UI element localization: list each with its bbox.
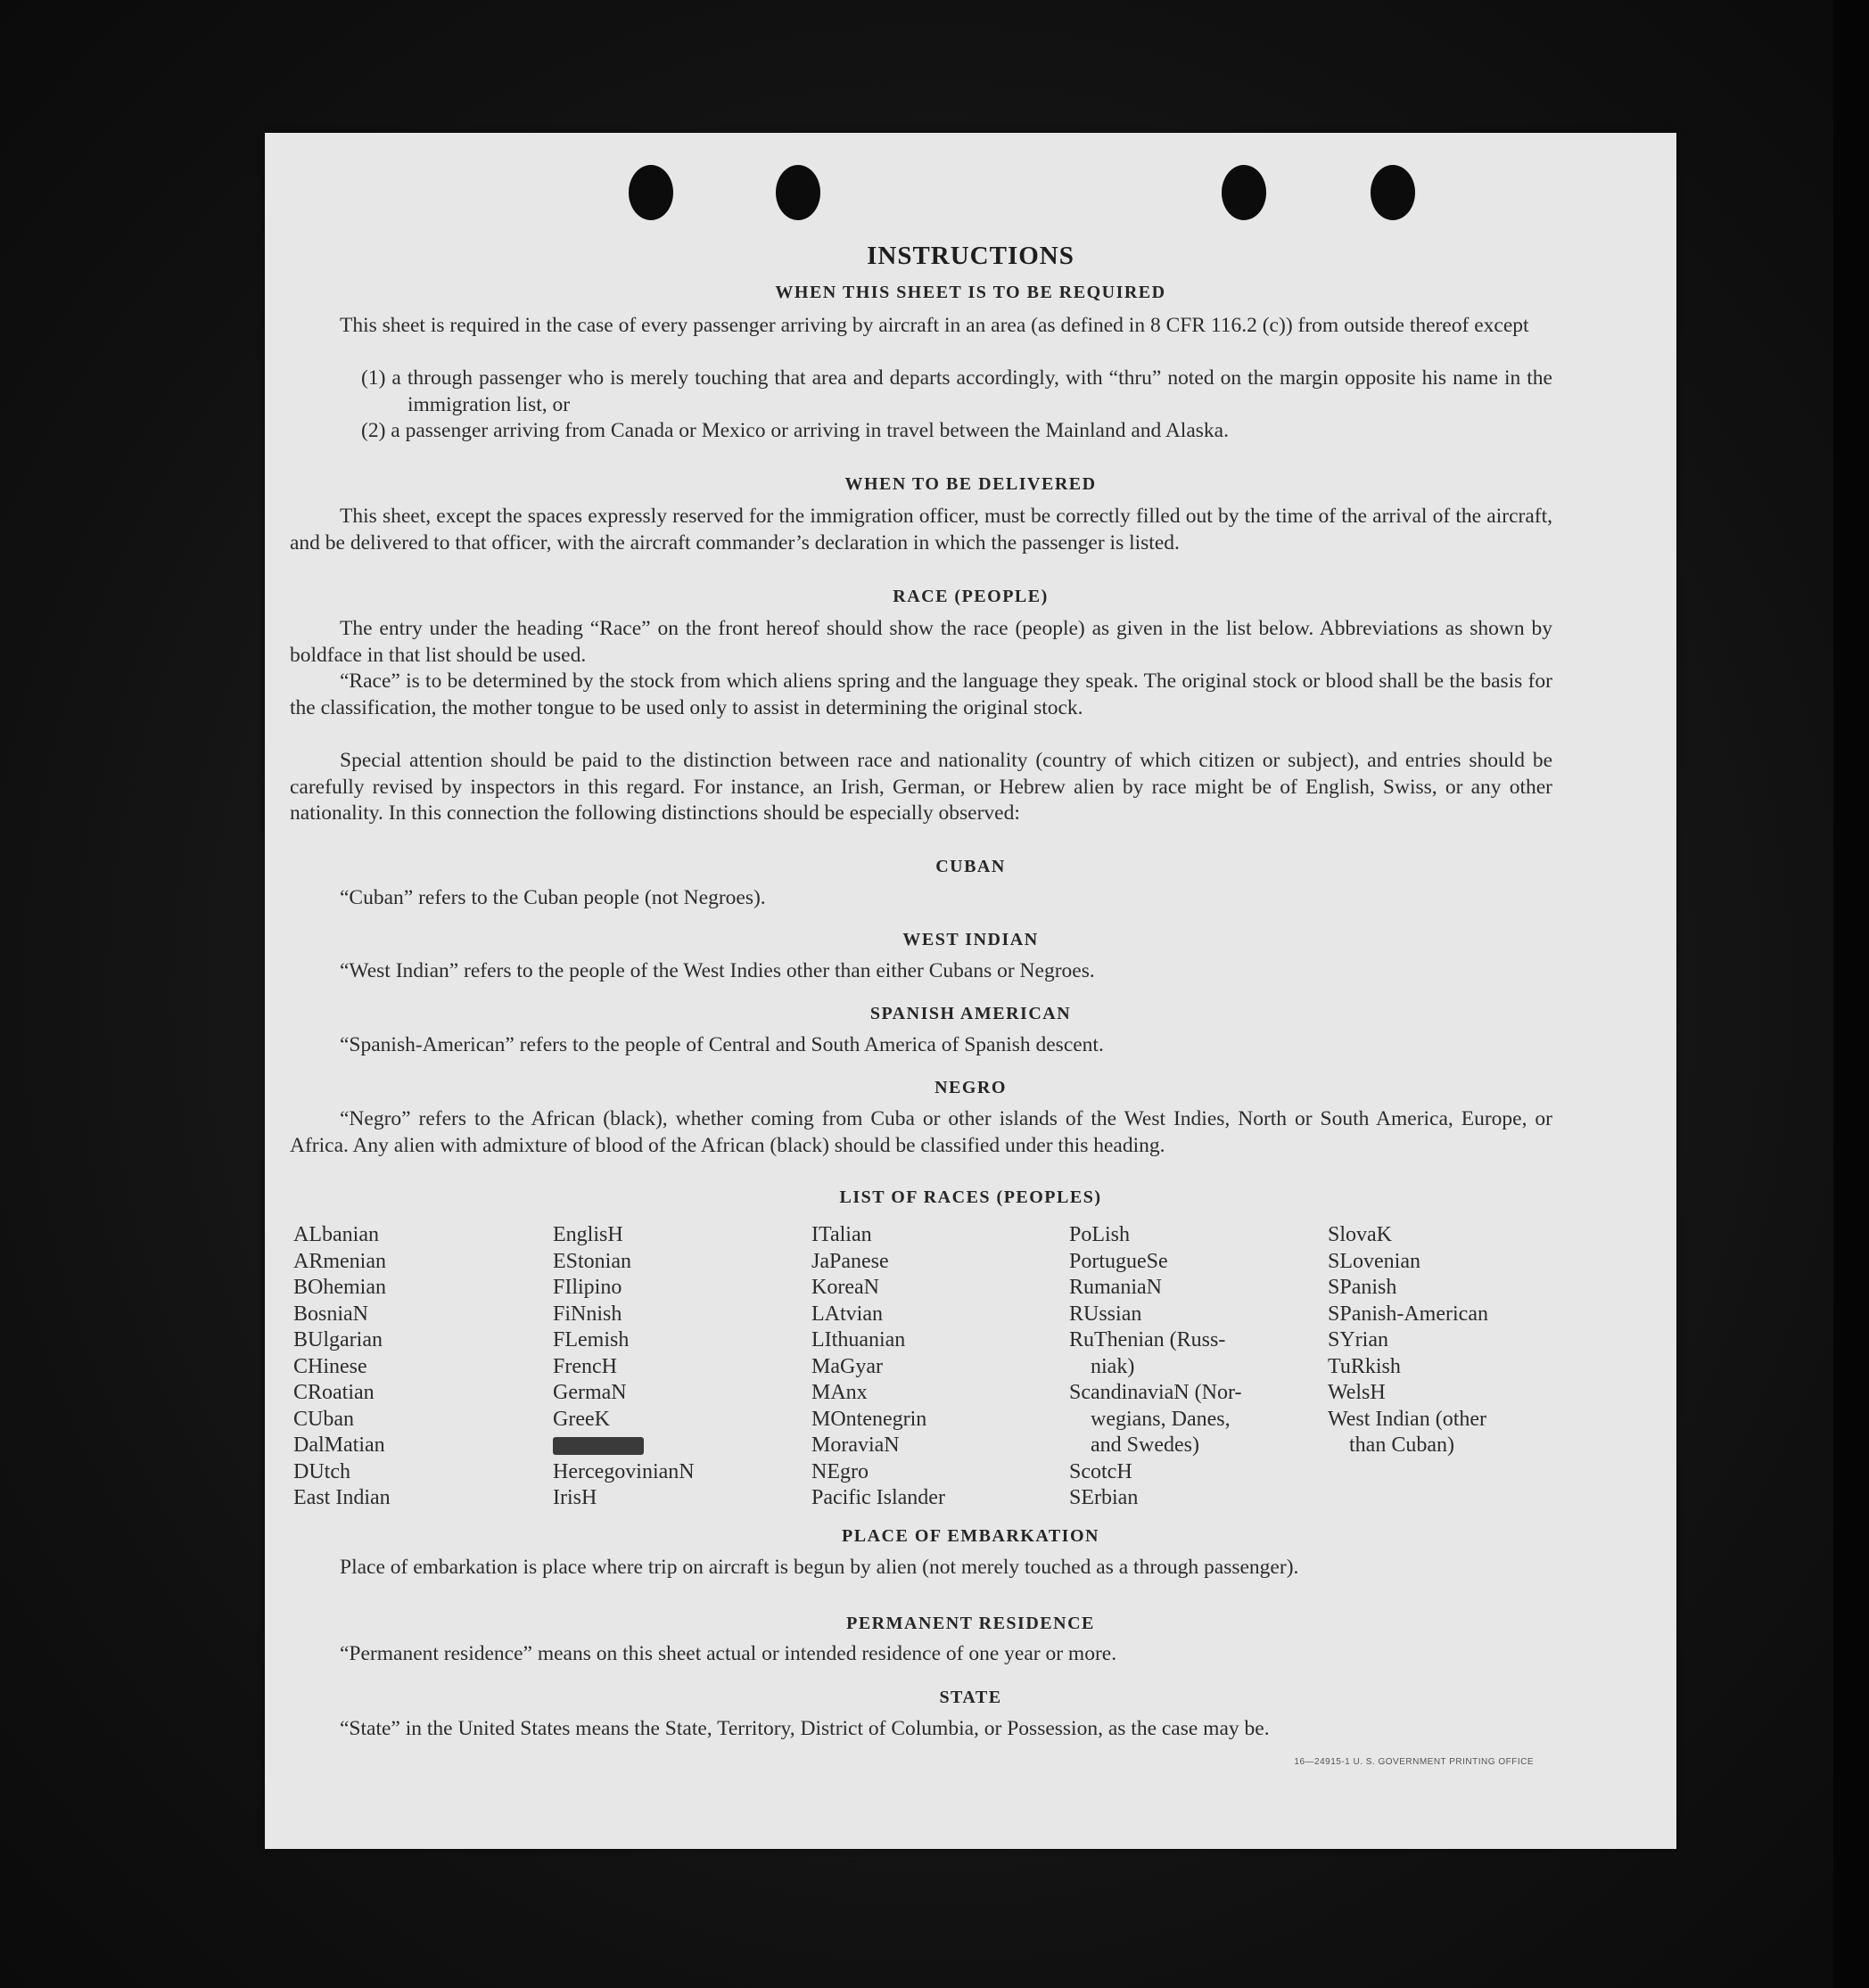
race-entry: WelsH [1328,1381,1386,1404]
race-entry: SPanish [1328,1276,1397,1299]
race-entry: BosniaN [293,1302,368,1326]
race-entry-continued: and Swedes) [1091,1433,1199,1457]
race-entry-continued: wegians, Danes, [1091,1407,1231,1431]
section-heading-spanish-american: SPANISH AMERICAN [869,1004,1072,1023]
race-entry: FIlipino [553,1276,622,1299]
race-entry: SPanish-American [1328,1302,1488,1326]
redaction-mark [553,1437,644,1455]
race-entry: IrisH [553,1486,597,1509]
race-entry: FrencH [553,1354,617,1378]
race-entry: KoreaN [811,1276,879,1299]
race-entry: CRoatian [293,1381,375,1404]
race-entry: ScandinaviaN (Nor- [1069,1381,1242,1404]
section-heading-permanent-residence: PERMANENT RESIDENCE [846,1614,1095,1633]
punch-hole [1371,165,1415,220]
paragraph-embarkation-text: Place of embarkation is place where trip on aircraft is begun by alien (not merely touched as a through passenger). [340,1556,1299,1579]
paragraph-permanent-residence [290,1641,1552,1668]
paragraph-delivered [290,504,1552,556]
paragraph-permanent-residence-text: “Permanent residence” means on this sheet actual or intended residence of one year or more. [340,1642,1117,1665]
race-entry: FLemish [553,1328,630,1351]
scan-edge [1833,0,1869,1988]
section-heading-embarkation: PLACE OF EMBARKATION [842,1526,1099,1546]
race-entry: EStonian [553,1249,631,1273]
race-entry: SlovaK [1328,1223,1392,1246]
paragraph-west-indian [290,958,1552,985]
punch-hole [1222,165,1266,220]
paragraph-race-2-text: “Race” is to be determined by the stock from which aliens spring and the language they speak. The original stock or blood shall be the basis for the classification, the mother tongue to be used only to assist in determining the original stock. [290,670,1552,719]
race-entry: GermaN [553,1381,627,1404]
race-entry: GreeK [553,1407,610,1431]
race-entry-continued: than Cuban) [1349,1433,1454,1457]
paragraph-negro-text: “Negro” refers to the African (black), whether coming from Cuba or other islands of the West Indies, North or South America, Europe, or Africa. Any alien with admixture of blood of the African (black) should be classified under this heading. [290,1107,1552,1157]
race-entry: DUtch [293,1459,350,1483]
race-entry: TuRkish [1328,1354,1401,1378]
punch-hole [629,165,673,220]
race-entry: RuThenian (Russ- [1069,1328,1226,1351]
race-column-2 [553,1222,695,1512]
section-heading-state: STATE [939,1688,1002,1707]
race-entry: SErbian [1069,1486,1139,1509]
race-entry: DalMatian [293,1433,385,1457]
printing-office-footer: 16—24915-1 U. S. GOVERNMENT PRINTING OFFICE [1294,1757,1534,1767]
race-entry: JaPanese [811,1249,889,1273]
race-entry: MaGyar [811,1354,883,1378]
race-entry-redacted [553,1433,695,1459]
section-heading-list-of-races: LIST OF RACES (PEOPLES) [839,1187,1102,1207]
exception-item-1: (1) a through passenger who is merely touching that area and departs accordingly, with “thru” noted on the margin opposite his name in the immigration list, or [361,366,1552,416]
race-entry: SYrian [1328,1328,1388,1351]
race-entry: BUlgarian [293,1328,383,1351]
race-entry: PoLish [1069,1223,1131,1246]
race-column-1 [293,1222,391,1512]
instruction-sheet [265,133,1676,1849]
race-entry: FiNnish [553,1302,622,1326]
section-heading-delivered: WHEN TO BE DELIVERED [844,474,1097,494]
paragraph-state [290,1716,1556,1743]
race-entry: CHinese [293,1354,367,1378]
race-entry: MAnx [811,1381,868,1404]
paragraph-race-1-text: The entry under the heading “Race” on the front hereof should show the race (people) as given in the list below. Abbreviations as shown by boldface in that list should be used. [290,617,1552,667]
race-entry: ALbanian [293,1223,379,1246]
race-entry: MOntenegrin [811,1407,927,1431]
race-entry: RUssian [1069,1302,1142,1326]
paragraph-west-indian-text: “West Indian” refers to the people of the West Indies other than either Cubans or Negroes. [340,959,1095,982]
punch-hole [776,165,820,220]
race-entry: Pacific Islander [811,1486,945,1509]
paragraph-negro [290,1106,1552,1159]
race-entry: NEgro [811,1459,869,1483]
race-entry: LAtvian [811,1302,883,1326]
paragraph-race-2 [290,669,1552,721]
paragraph-race-3-text: Special attention should be paid to the distinction between race and nationality (country of which citizen or subject), and entries should be carefully revised by inspectors in this regard. For instance, an Irish, German, or Hebrew alien by race might be of English, Swiss, or any other nationality. In this connection the following distinctions should be especially observed: [290,749,1552,825]
race-entry: CUban [293,1407,354,1431]
race-entry: ScotcH [1069,1459,1132,1483]
race-column-5 [1328,1222,1488,1459]
paragraph-race-1 [290,616,1552,669]
race-entry: ITalian [811,1223,872,1246]
race-entry: BOhemian [293,1276,386,1299]
race-entry: LIthuanian [811,1328,906,1351]
paragraph-state-text: “State” in the United States means the State, Territory, District of Columbia, or Possession, as the case may be. [340,1717,1270,1740]
document-title: INSTRUCTIONS [867,242,1074,270]
section-heading-west-indian: WEST INDIAN [902,930,1039,949]
paragraph-spanish-american-text: “Spanish-American” refers to the people of Central and South America of Spanish descent. [340,1033,1104,1056]
paragraph-race-3 [290,748,1552,827]
paragraph-required-text: This sheet is required in the case of every passenger arriving by aircraft in an area (as defined in 8 CFR 116.2 (c)) from outside thereof except [340,314,1529,337]
race-entry: HercegovinianN [553,1459,695,1483]
race-entry: East Indian [293,1486,391,1509]
race-column-4 [1069,1222,1241,1512]
paragraph-cuban [290,885,1552,912]
race-entry: MoraviaN [811,1433,900,1457]
race-entry: RumaniaN [1069,1276,1162,1299]
race-entry: West Indian (other [1328,1407,1487,1431]
race-entry: ARmenian [293,1249,386,1273]
race-entry: SLovenian [1328,1249,1420,1273]
section-heading-negro: NEGRO [934,1078,1007,1097]
paragraph-required [290,313,1552,340]
section-heading-cuban: CUBAN [935,857,1006,876]
paragraph-spanish-american [290,1032,1552,1059]
exception-item-2: (2) a passenger arriving from Canada or Mexico or arriving in travel between the Mainland and Alaska. [361,419,1229,442]
race-entry: EnglisH [553,1223,623,1246]
paragraph-embarkation [290,1555,1552,1581]
race-column-3 [811,1222,945,1512]
section-heading-required: WHEN THIS SHEET IS TO BE REQUIRED [775,283,1166,302]
section-heading-race: RACE (PEOPLE) [893,587,1049,606]
race-entry-continued: niak) [1091,1354,1135,1378]
paragraph-cuban-text: “Cuban” refers to the Cuban people (not Negroes). [340,886,766,909]
paragraph-delivered-text: This sheet, except the spaces expressly reserved for the immigration officer, must be correctly filled out by the time of the arrival of the aircraft, and be delivered to that officer, with the aircraft commander’s declaration in which the passenger is listed. [290,505,1552,555]
race-entry: PortugueSe [1069,1249,1168,1273]
